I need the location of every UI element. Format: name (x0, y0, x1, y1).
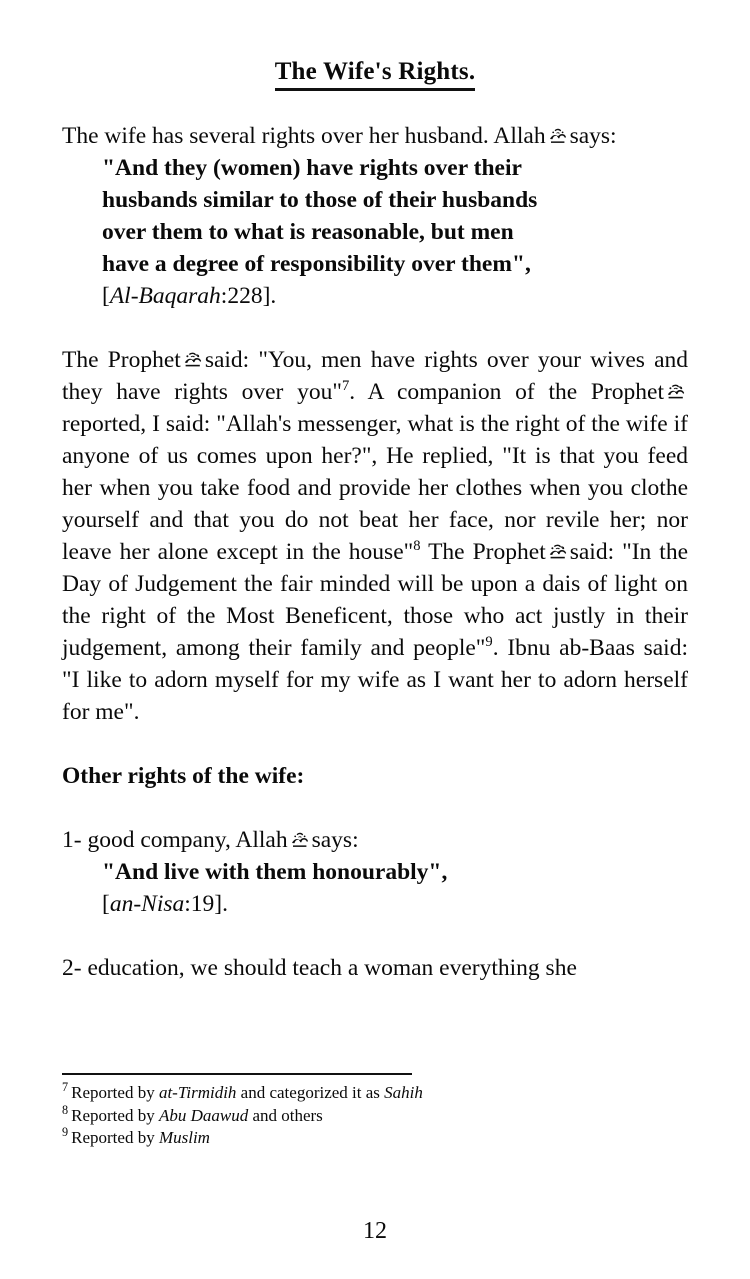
footnote-source: at-Tirmidih (158, 1083, 237, 1102)
footnote-8 (62, 1102, 682, 1128)
quote-line: "And they (women) have rights over their (102, 155, 522, 181)
citation-source: an-Nisa (109, 891, 185, 917)
footnote-separator (62, 1073, 412, 1075)
lead-text-before: The wife has several rights over her husband. Allah (62, 123, 546, 149)
subheading-other-rights: Other rights of the wife: (62, 763, 305, 789)
jalla-jalaluhu-ornament (548, 128, 568, 145)
spacer (62, 792, 688, 824)
footnote-marker: 8 (62, 1102, 69, 1117)
footnote-text-middle: and others (248, 1105, 323, 1125)
footnote-ref-9[interactable]: 9 (485, 634, 493, 651)
footnote-source: Abu Daawud (158, 1105, 249, 1125)
citation-bracket-open: [ (102, 283, 110, 309)
footnote-marker: 9 (62, 1125, 69, 1140)
hadith-seg-2: said: "You, men have rights over your wives and they have rights over you" (62, 347, 688, 405)
citation-verse: :19]. (184, 891, 228, 917)
sallallahu-alayhi-wasallam-ornament (183, 352, 203, 369)
footnote-text-before: Reported by (71, 1083, 159, 1102)
footnote-text-middle: and categorized it as (236, 1083, 385, 1102)
list-item-1 (62, 824, 688, 856)
footnote-ref-8[interactable]: 8 (413, 538, 421, 555)
page-title: The Wife's Rights. (275, 58, 476, 91)
item1-citation (102, 888, 688, 920)
list-item-2: 2- education, we should teach a woman everything she (62, 955, 577, 981)
footnote-marker: 7 (62, 1080, 69, 1095)
footnote-7 (62, 1082, 682, 1105)
quote-line: over them to what is reasonable, but men (102, 219, 514, 245)
footnote-grade: Sahih (384, 1083, 423, 1102)
footnotes-section (62, 1082, 682, 1150)
footnote-source: Muslim (158, 1128, 210, 1147)
body-content (62, 120, 688, 984)
spacer (62, 312, 688, 344)
hadith-paragraph (62, 344, 688, 728)
jalla-jalaluhu-ornament (290, 832, 310, 849)
hadith-seg-6: said: "In the Day of Judgement the fair minded will be upon a dais of light on the right of the Most Beneficent, those who act justly in their judgement, among their family and people" (62, 539, 689, 661)
quote-line: have a degree of responsibility over them", (102, 251, 531, 277)
citation-verse: :228]. (220, 283, 277, 309)
quran-citation (102, 280, 688, 312)
sallallahu-alayhi-wasallam-ornament (548, 544, 568, 561)
hadith-seg-3: . A companion of the Prophet (349, 379, 665, 405)
item1-text-before: 1- good company, Allah (62, 827, 288, 853)
hadith-seg-7: . Ibnu ab-Baas said: "I like to adorn myself for my wife as I want her to adorn herself for me". (62, 635, 688, 725)
hadith-seg-5: The Prophet (420, 539, 546, 565)
spacer (62, 920, 688, 952)
sallallahu-alayhi-wasallam-ornament (666, 384, 686, 401)
citation-bracket-open: [ (102, 891, 110, 917)
hadith-seg-4: reported, I said: "Allah's messenger, what is the right of the wife if anyone of us comes upon her?", He replied, "It is that you feed her when you take food and provide her clothes when you clothe yourself and that you do not beat her face, nor revile her; nor leave her alone except in the house" (62, 411, 688, 565)
item1-text-after: says: (311, 827, 359, 853)
quote-line: husbands similar to those of their husbands (102, 187, 538, 213)
item1-quote: "And live with them honourably", (102, 859, 448, 885)
lead-text-after: says: (569, 123, 617, 149)
citation-source: Al-Baqarah (109, 283, 221, 309)
hadith-seg-1: The Prophet (62, 347, 181, 373)
spacer (62, 728, 688, 760)
footnote-9 (62, 1127, 682, 1150)
lead-paragraph (62, 120, 688, 152)
footnote-text-before: Reported by (71, 1105, 159, 1125)
quran-quote-block (102, 152, 650, 280)
footnote-text-before: Reported by (71, 1128, 159, 1147)
page-number: 12 (363, 1218, 387, 1244)
footnote-ref-7[interactable]: 7 (341, 378, 350, 395)
page-title-container (0, 58, 750, 91)
